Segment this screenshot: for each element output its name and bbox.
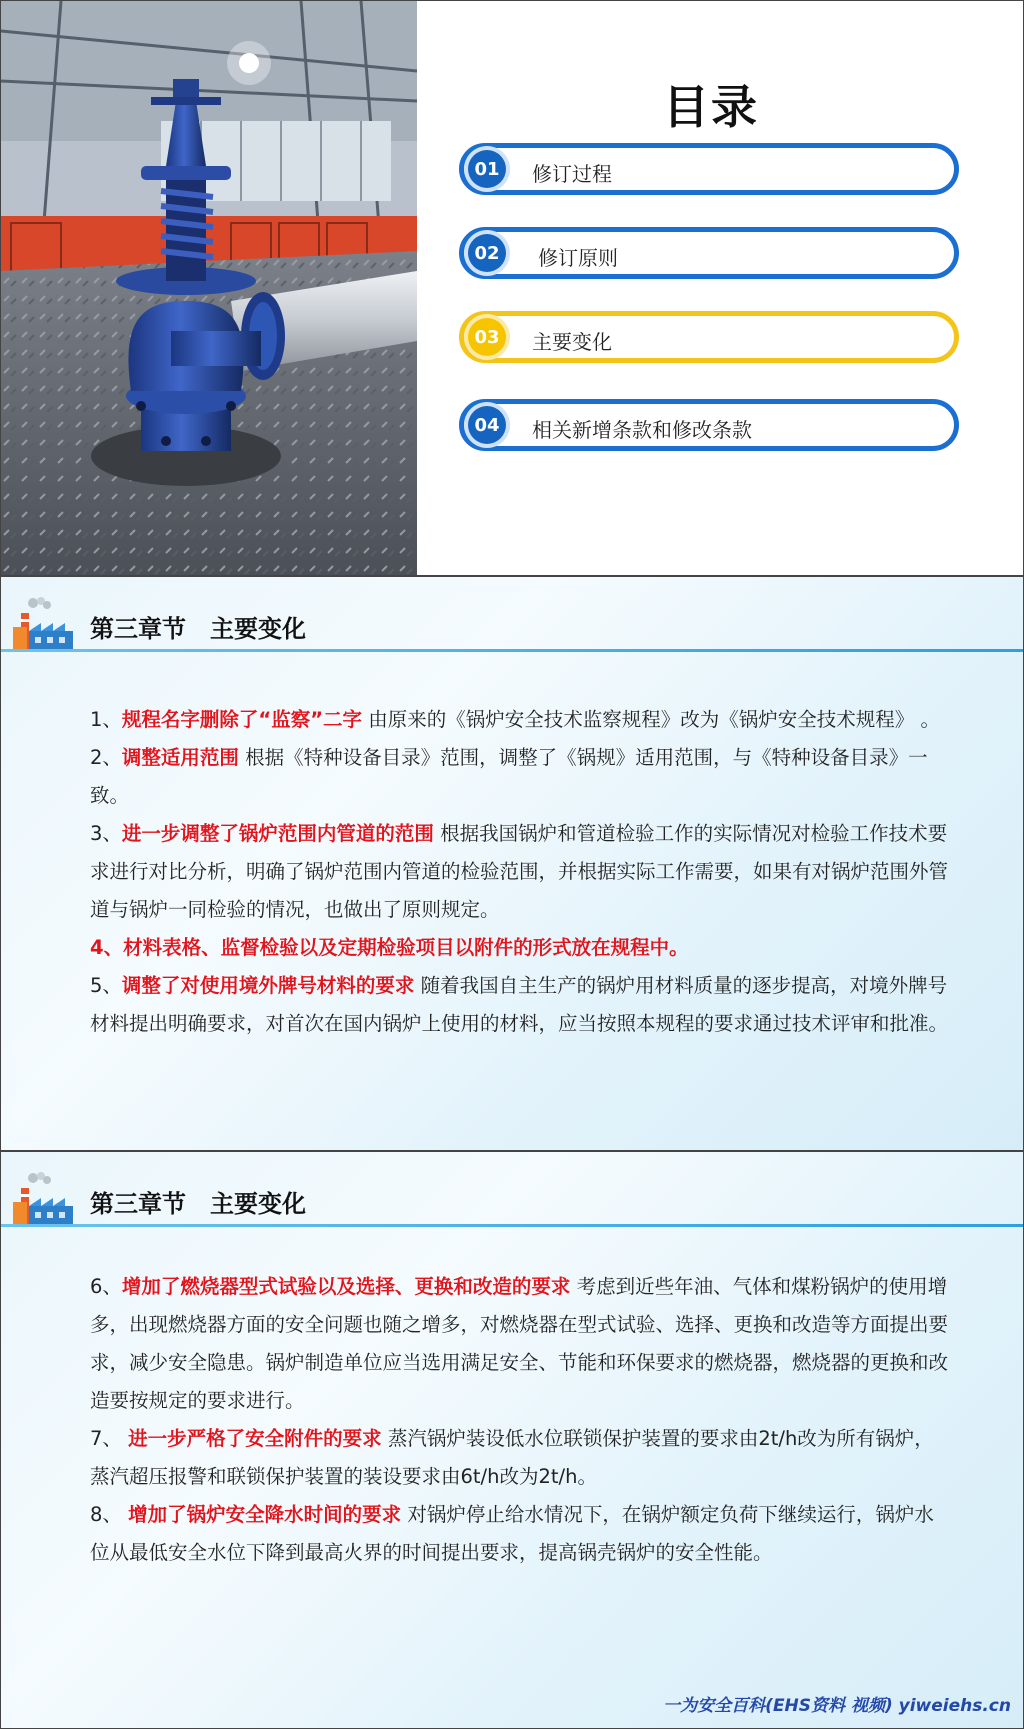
toc-label: 修订过程 bbox=[532, 162, 612, 186]
toc-number: 04 bbox=[468, 406, 506, 444]
toc-number: 03 bbox=[468, 318, 506, 356]
toc-item-4[interactable] bbox=[459, 399, 959, 451]
section-title: 第三章节 bbox=[90, 1190, 186, 1218]
header-divider bbox=[1, 649, 1024, 652]
change-list bbox=[90, 701, 950, 1043]
toc-label: 主要变化 bbox=[532, 330, 612, 354]
section-subtitle: 主要变化 bbox=[210, 1190, 306, 1218]
change-list bbox=[90, 1268, 950, 1572]
highlight: 调整适用范围 bbox=[121, 746, 239, 769]
section-subtitle: 主要变化 bbox=[210, 615, 306, 643]
content-slide-2 bbox=[0, 1151, 1024, 1729]
change-item-8: 8、 增加了锅炉安全降水时间的要求 对锅炉停止给水情况下，在锅炉额定负荷下继续运行，锅炉水位从最低安全水位下降到最高火界的时间提出要求，提高锅壳锅炉的安全性能。 bbox=[90, 1503, 934, 1564]
footer-watermark: 一为安全百科(EHS资料 视频) yiweiehs.cn bbox=[663, 1696, 1011, 1716]
toc-label: 修订原则 bbox=[538, 246, 618, 270]
section-heading bbox=[90, 609, 306, 644]
change-item-4: 4、材料表格、监督检验以及定期检验项目以附件的形式放在规程中。 bbox=[90, 936, 689, 959]
highlight: 增加了燃烧器型式试验以及选择、更换和改造的要求 bbox=[121, 1275, 571, 1298]
highlight: 材料表格、监督检验以及定期检验项目以附件的形式放在规程中。 bbox=[123, 936, 689, 959]
highlight: 规程名字删除了“监察”二字 bbox=[121, 708, 363, 731]
highlight: 增加了锅炉安全降水时间的要求 bbox=[128, 1503, 402, 1526]
change-item-6: 6、增加了燃烧器型式试验以及选择、更换和改造的要求 考虑到近些年油、气体和煤粉锅炉的使用增多，出现燃烧器方面的安全问题也随之增多，对燃烧器在型式试验、选择、更换和改造等方面提出要求，减少安全隐患。锅炉制造单位应当选用满足安全、节能和环保要求的燃烧器，燃烧器的更换和改造要按规定的要求进行。 bbox=[90, 1275, 949, 1412]
section-heading bbox=[90, 1184, 306, 1219]
change-item-3: 3、进一步调整了锅炉范围内管道的范围 根据我国锅炉和管道检验工作的实际情况对检验工作技术要求进行对比分析，明确了锅炉范围内管道的检验范围，并根据实际工作需要，如果有对锅炉范围外管道与锅炉一同检验的情况，也做出了原则规定。 bbox=[90, 822, 949, 921]
toc-item-2[interactable] bbox=[459, 227, 959, 279]
toc-item-1[interactable] bbox=[459, 143, 959, 195]
highlight: 进一步调整了锅炉范围内管道的范围 bbox=[121, 822, 434, 845]
section-title: 第三章节 bbox=[90, 615, 186, 643]
safety-valve-photo bbox=[1, 1, 417, 576]
toc-item-3[interactable] bbox=[459, 311, 959, 363]
highlight: 调整了对使用境外牌号材料的要求 bbox=[121, 974, 415, 997]
change-item-5: 5、调整了对使用境外牌号材料的要求 随着我国自主生产的锅炉用材料质量的逐步提高，对境外牌号材料提出明确要求，对首次在国内锅炉上使用的材料，应当按照本规程的要求通过技术评审和批准。 bbox=[90, 974, 949, 1035]
toc-title: 目录 bbox=[663, 80, 759, 134]
change-item-7: 7、 进一步严格了安全附件的要求 蒸汽锅炉装设低水位联锁保护装置的要求由2t/h改为所有锅炉，蒸汽超压报警和联锁保护装置的装设要求由6t/h改为2t/h。 bbox=[90, 1427, 934, 1488]
content-slide-1 bbox=[0, 576, 1024, 1151]
change-item-2: 2、调整适用范围 根据《特种设备目录》范围，调整了《锅规》适用范围，与《特种设备目录》一致。 bbox=[90, 746, 928, 807]
header-divider bbox=[1, 1224, 1024, 1227]
toc-number: 01 bbox=[468, 150, 506, 188]
factory-icon bbox=[9, 597, 75, 653]
toc-label: 相关新增条款和修改条款 bbox=[532, 418, 752, 442]
toc-number: 02 bbox=[468, 234, 506, 272]
toc-slide bbox=[0, 0, 1024, 576]
change-item-1: 1、规程名字删除了“监察”二字 由原来的《锅炉安全技术监察规程》改为《锅炉安全技术规程》 。 bbox=[90, 708, 940, 731]
highlight: 进一步严格了安全附件的要求 bbox=[128, 1427, 382, 1450]
factory-icon bbox=[9, 1172, 75, 1228]
